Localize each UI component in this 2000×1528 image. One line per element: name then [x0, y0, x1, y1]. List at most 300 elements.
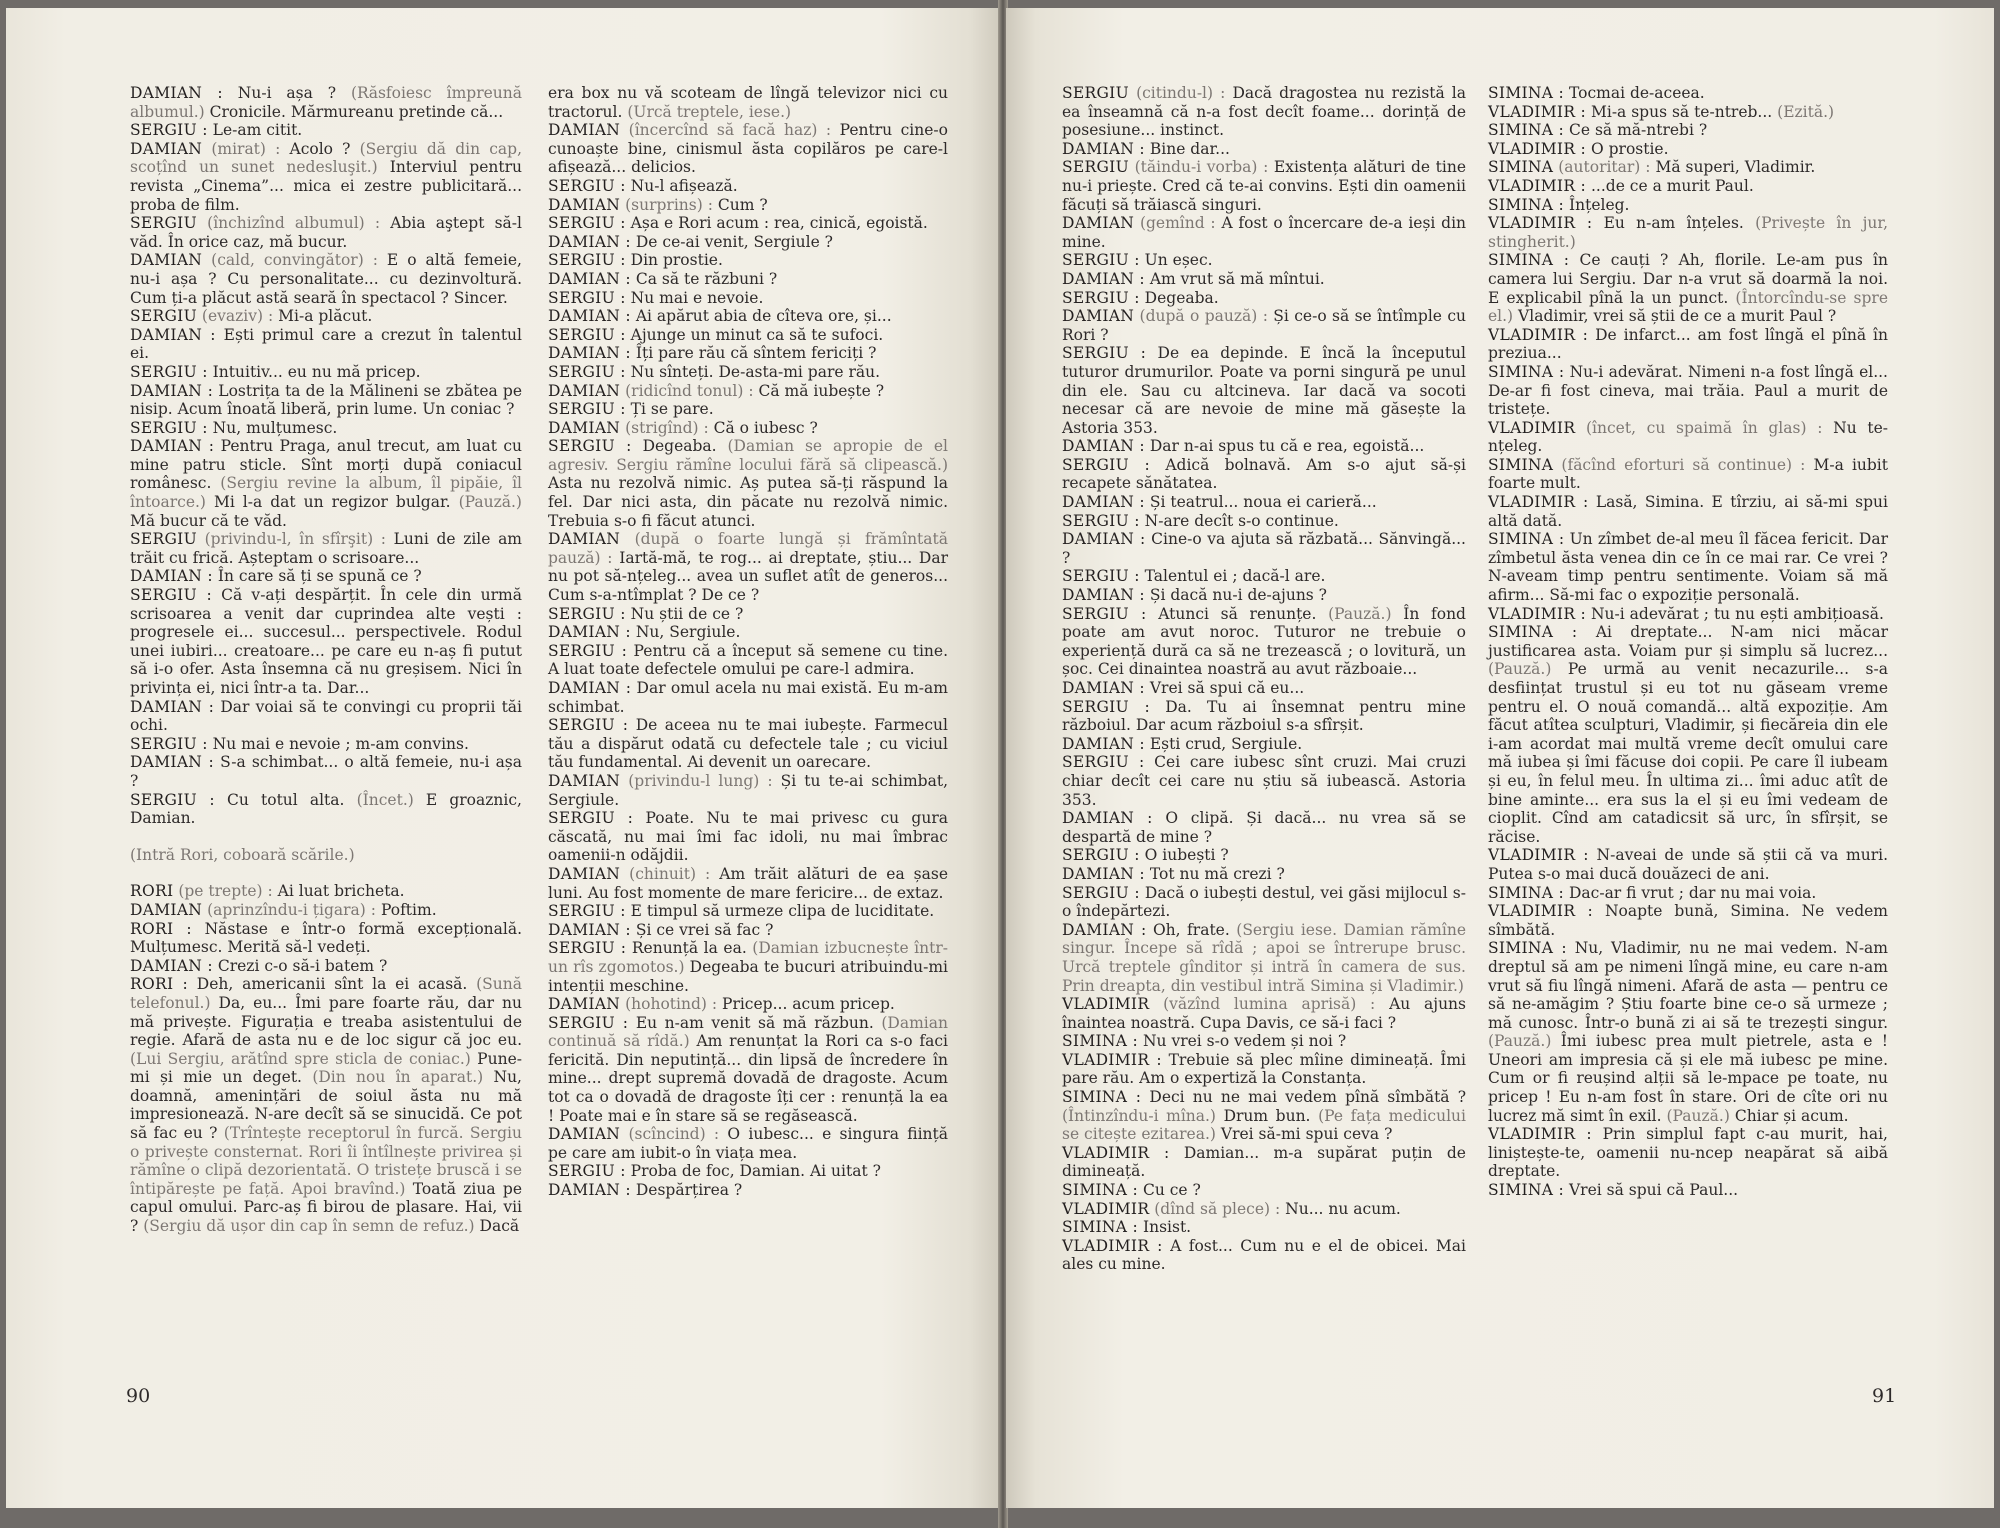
dialogue-text: era box nu vă scoteam de lîngă televizor nici cu tractorul.	[548, 84, 948, 121]
dialogue-text: A fost... Cum nu e el de obicei. Mai ales cu mine.	[1062, 1236, 1466, 1274]
dialogue-line	[130, 882, 522, 901]
dialogue-line	[1062, 753, 1466, 809]
speaker-name: SERGIU :	[1062, 697, 1150, 716]
stage-direction: (Pauză.)	[1666, 1106, 1730, 1125]
stage-direction: (strigînd) :	[625, 418, 709, 437]
dialogue-line	[130, 901, 522, 920]
dialogue-line	[1062, 921, 1466, 995]
speaker-name: DAMIAN	[130, 139, 203, 158]
stage-direction: (Încet.)	[356, 790, 414, 809]
speaker-name: SERGIU :	[548, 214, 626, 233]
speaker-name: DAMIAN :	[548, 232, 631, 251]
stage-direction: (Privește în jur, stingherit.)	[1488, 214, 1888, 251]
dialogue-line	[1488, 1125, 1888, 1181]
dialogue-text: Prin simplul fapt c-au murit, hai, liniștește-te, oamenii nu-ncep neapărat să aibă dreptate.	[1488, 1125, 1888, 1181]
dialogue-line	[1062, 1032, 1466, 1051]
stage-direction: (tăindu-i vorba) :	[1134, 158, 1269, 177]
dialogue-text: Luni de zile am trăit cu frică. Așteptam o scrisoare...	[130, 530, 523, 567]
dialogue-line	[130, 84, 522, 121]
speaker-name: VLADIMIR :	[1488, 176, 1587, 195]
dialogue-line	[548, 326, 948, 345]
dialogue-text: Cronicile. Mărmureanu pretinde că...	[209, 102, 504, 121]
speaker-name: SERGIU :	[548, 809, 634, 828]
dialogue-text: Mă bucur că te văd.	[130, 511, 287, 530]
dialogue-line	[1062, 344, 1466, 437]
speaker-name: DAMIAN	[548, 864, 621, 883]
dialogue-text: Cei care iubesc sînt cruzi. Mai cruzi chiar decît cei care nu știu să iubească. Astoria 353.	[1062, 753, 1466, 809]
stage-direction: (citindu-l) :	[1136, 84, 1226, 102]
speaker-name: SIMINA :	[1488, 251, 1570, 270]
dialogue-line	[1488, 939, 1888, 1125]
dialogue-text: O clipă. Și dacă... nu vrea să se despartă de mine ?	[1062, 809, 1466, 846]
dialogue-line	[1062, 456, 1466, 493]
dialogue-text: Ca să te răzbuni ?	[635, 269, 778, 288]
dialogue-line	[1488, 902, 1888, 939]
stage-direction: (Lui Sergiu, arătînd spre sticla de coniac.)	[130, 1049, 471, 1068]
speaker-name: DAMIAN :	[1062, 586, 1145, 605]
dialogue-line	[130, 121, 522, 140]
speaker-name: SERGIU :	[1062, 846, 1140, 865]
dialogue-line	[548, 270, 948, 289]
dialogue-text: Pricep... acum pricep.	[722, 995, 895, 1014]
dialogue-text: Pentru Praga, anul trecut, am luat cu mine patru sticle. Sînt morți după coniacul românesc.	[130, 437, 523, 493]
speaker-name: DAMIAN :	[130, 381, 214, 400]
dialogue-text: Nu sînteți. De-asta-mi pare rău.	[630, 362, 881, 381]
stage-direction: (scîncind) :	[628, 1125, 720, 1144]
dialogue-text: Nu mai e nevoie ; m-am convins.	[212, 734, 469, 753]
speaker-name: RORI :	[130, 919, 192, 938]
speaker-name: SIMINA :	[1062, 1088, 1142, 1107]
speaker-name: DAMIAN	[548, 771, 621, 790]
dialogue-text: Vladimir, vrei să știi de ce a murit Paul ?	[1518, 307, 1837, 326]
dialogue-text: Din prostie.	[630, 251, 723, 270]
dialogue-line	[548, 1181, 948, 1200]
dialogue-text: Ai dreptate... N-am nici măcar justificarea asta. Voiam pur și simplu să lucrez...	[1488, 623, 1888, 660]
dialogue-line	[1062, 493, 1466, 512]
dialogue-text: Înțeleg.	[1568, 195, 1630, 214]
dialogue-line	[548, 363, 948, 382]
stage-direction: (Sergiu dă ușor din cap în semn de refuz.)	[143, 1217, 475, 1236]
dialogue-text: Îți pare rău că sîntem fericiți ?	[635, 344, 877, 363]
speaker-name: SERGIU	[1062, 158, 1129, 177]
dialogue-line	[548, 1125, 948, 1162]
dialogue-line	[548, 344, 948, 363]
dialogue-line	[548, 716, 948, 772]
speaker-name: DAMIAN :	[1062, 809, 1153, 828]
speaker-name: DAMIAN :	[548, 679, 632, 697]
dialogue-text: Nu... nu acum.	[1285, 1199, 1401, 1218]
dialogue-line	[548, 642, 948, 679]
speaker-name: VLADIMIR	[1062, 1199, 1150, 1218]
dialogue-line	[548, 307, 948, 326]
dialogue-text: Nu, Sergiule.	[635, 623, 741, 642]
speaker-name: SERGIU :	[548, 362, 626, 381]
dialogue-line	[1488, 623, 1888, 846]
dialogue-text: Ce să mă-ntrebi ?	[1568, 121, 1708, 140]
speaker-name: SERGIU	[130, 307, 197, 326]
speaker-name: DAMIAN :	[548, 307, 631, 326]
dialogue-line	[1488, 493, 1888, 530]
dialogue-text: Am vrut să mă mîntui.	[1149, 269, 1325, 288]
dialogue-text: S-a schimbat... o altă femeie, nu-i așa ?	[130, 753, 523, 790]
stage-direction: (Intră Rori, coboară scările.)	[130, 845, 355, 864]
speaker-name: SERGIU :	[548, 400, 626, 419]
dialogue-line	[1488, 214, 1888, 251]
dialogue-text: Toată ziua pe capul omului. Parc-aș fi birou de plasare. Hai, vii ?	[130, 1179, 522, 1236]
dialogue-line	[548, 400, 948, 419]
dialogue-line	[548, 196, 948, 215]
dialogue-line	[1062, 1218, 1466, 1237]
dialogue-line	[1488, 456, 1888, 493]
speaker-name: SIMINA :	[1488, 84, 1565, 102]
dialogue-line	[1062, 586, 1466, 605]
dialogue-line	[1488, 251, 1888, 325]
speaker-name: DAMIAN :	[130, 437, 215, 456]
dialogue-line	[1488, 158, 1888, 177]
dialogue-text: Talentul ei ; dacă-l are.	[1144, 567, 1326, 586]
dialogue-text: A fost o încercare de-a ieși din mine.	[1062, 214, 1467, 251]
dialogue-text: Nu-l afișează.	[630, 176, 738, 195]
speaker-name: DAMIAN	[548, 530, 621, 549]
speaker-name: SERGIU :	[548, 939, 627, 958]
speaker-name: DAMIAN	[130, 900, 203, 919]
dialogue-text: Că o iubesc ?	[713, 418, 818, 437]
dialogue-line	[548, 251, 948, 270]
speaker-name: DAMIAN :	[1062, 530, 1146, 549]
dialogue-text: Existența alături de tine nu-i priește. Cred că te-ai convins. Ești din oamenii făcuți să trăiască singuri.	[1062, 158, 1466, 214]
dialogue-line	[130, 567, 522, 586]
dialogue-text: Cum ?	[717, 195, 768, 214]
stage-direction: (făcînd eforturi să continue) :	[1561, 455, 1806, 474]
speaker-name: VLADIMIR :	[1062, 1050, 1162, 1069]
page-number-right: 91	[1872, 1385, 1897, 1407]
stage-direction: (surprins) :	[625, 195, 713, 214]
dialogue-text: Adică bolnavă. Am s-o ajut să-și recapete sănătatea.	[1062, 455, 1466, 493]
dialogue-line	[1062, 214, 1466, 251]
dialogue-line	[130, 307, 522, 326]
stage-direction: (pe trepte) :	[178, 882, 273, 901]
stage-direction: (închizînd albumul) :	[207, 214, 381, 233]
speaker-name: DAMIAN :	[1062, 679, 1145, 697]
speaker-name: VLADIMIR :	[1488, 902, 1594, 921]
dialogue-line	[1488, 1181, 1888, 1200]
stage-direction: (Întorcîndu-se spre el.)	[1488, 288, 1888, 326]
dialogue-line	[1062, 567, 1466, 586]
dialogue-text: Dacă	[479, 1217, 520, 1236]
dialogue-text: Da, eu... Îmi pare foarte rău, dar nu mă privește. Figurația e treaba asistentului de regie. Afară de asta nu e de loc sigur că joc eu.	[130, 993, 522, 1050]
stage-direction: (Sergiu dă din cap, scoțînd un sunet nedesluşit.)	[130, 139, 522, 177]
dialogue-text: Nu, doamnă, amenințări de soiul ăsta nu mă impresionează. N-are decît să se sinucidă. Ce pot să fac eu ?	[130, 1068, 522, 1143]
speaker-name: DAMIAN :	[548, 623, 631, 642]
dialogue-line	[130, 251, 522, 307]
speaker-name: DAMIAN	[1062, 307, 1135, 326]
stage-direction: (Pauză.)	[1488, 1032, 1552, 1051]
text-column-1	[130, 84, 522, 1236]
speaker-name: DAMIAN :	[1062, 493, 1145, 512]
speaker-name: DAMIAN	[548, 418, 621, 437]
dialogue-text: Deh, americanii sînt la ei acasă.	[196, 975, 468, 994]
stage-direction: (Damian izbucnește într-un rîs zgomotos.)	[548, 939, 948, 976]
stage-direction: (chinuit) :	[629, 864, 711, 883]
speaker-name: SIMINA :	[1488, 530, 1565, 549]
dialogue-line	[130, 957, 522, 976]
dialogue-text: Degeaba.	[642, 437, 717, 456]
speaker-name: SERGIU :	[548, 251, 626, 270]
dialogue-line	[1062, 437, 1466, 456]
dialogue-text: De ce-ai venit, Sergiule ?	[635, 232, 833, 251]
stage-direction: (Pauză.)	[1328, 604, 1392, 623]
dialogue-text: E timpul să urmeze clipa de luciditate.	[630, 902, 935, 921]
dialogue-text: Damian... m-a supărat puțin de dimineață.	[1062, 1143, 1466, 1181]
dialogue-text: Eu n-am înțeles.	[1603, 214, 1744, 233]
dialogue-line	[548, 772, 948, 809]
dialogue-line	[1062, 698, 1466, 735]
dialogue-line	[548, 121, 948, 177]
dialogue-line	[1062, 884, 1466, 921]
dialogue-line	[1488, 419, 1888, 456]
dialogue-text: Drum bun.	[1223, 1106, 1311, 1125]
dialogue-text: Vrei să spui că Paul...	[1568, 1181, 1739, 1200]
stage-direction: (cald, convingător) :	[211, 251, 378, 270]
dialogue-line	[548, 1162, 948, 1181]
speaker-name: DAMIAN	[548, 121, 621, 140]
dialogue-text: Mi-a plăcut.	[278, 307, 373, 326]
dialogue-text: Vrei să-mi spui ceva ?	[1220, 1125, 1393, 1144]
dialogue-text: Un zîmbet de-al meu îl făcea fericit. Dar zîmbetul ăsta venea din ce în ce mai rar. Ce vrei ? N-aveam timp pentru sentimente. Voiam să mă afirm... Să-mi fac o expoziție personală.	[1488, 530, 1888, 605]
dialogue-text: Că v-ați despărțit. În cele din urmă scrisoarea a venit dar cuprindea alte vești : progresele ei... succesul... perspectivele. Rodul unei iubiri... creatoare... pe care eu n-aș fi putut să i-o ofer. Asta însemna că nu greșisem. Nici în privința ei, nici într-a ta. Dar...	[130, 586, 522, 697]
dialogue-line	[1488, 326, 1888, 363]
speaker-name: SIMINA :	[1488, 883, 1565, 902]
dialogue-line	[1488, 196, 1888, 215]
dialogue-line	[1062, 846, 1466, 865]
speaker-name: SERGIU :	[130, 121, 208, 140]
dialogue-line	[548, 84, 948, 121]
dialogue-text: Nu mai e nevoie.	[630, 288, 764, 307]
speaker-name: VLADIMIR :	[1488, 1125, 1592, 1144]
dialogue-text: Dacă dragostea nu rezistă la ea înseamnă că n-a fost decît foame... dorință de posesiune... instinct.	[1062, 84, 1467, 140]
speaker-name: SERGIU :	[130, 418, 208, 437]
speaker-name: DAMIAN :	[548, 1181, 631, 1200]
speaker-name: SERGIU :	[548, 902, 626, 921]
speaker-name: SIMINA :	[1062, 1181, 1139, 1200]
dialogue-text: Nu-i adevărat ; tu nu ești ambițioasă.	[1590, 604, 1884, 623]
speaker-name: DAMIAN :	[1062, 437, 1145, 456]
stage-direction: (dînd să plece) :	[1154, 1199, 1281, 1218]
dialogue-text: Ești primul care a crezut în talentul ei.	[130, 325, 522, 363]
dialogue-text: Eu n-am venit să mă răzbun.	[635, 1013, 874, 1032]
dialogue-text: O iubesc... e singura ființă pe care am iubit-o în viața mea.	[548, 1125, 948, 1162]
dialogue-line	[548, 289, 948, 308]
dialogue-line	[130, 975, 522, 1235]
speaker-name: VLADIMIR :	[1062, 1143, 1170, 1162]
dialogue-line	[1062, 251, 1466, 270]
dialogue-text: Dar omul acela nu mai există. Eu m-am schimbat.	[548, 679, 948, 716]
speaker-name: DAMIAN	[548, 195, 621, 214]
dialogue-text: Și teatrul... noua ei carieră...	[1149, 493, 1377, 512]
dialogue-text: Degeaba te bucuri atribuindu-mi intenții meschine.	[548, 957, 948, 995]
speaker-name: SERGIU :	[1062, 455, 1151, 474]
dialogue-line	[548, 623, 948, 642]
dialogue-text: Abia aştept să-l văd. În orice caz, mă bucur.	[130, 214, 522, 251]
dialogue-line	[1488, 103, 1888, 122]
dialogue-text: Nu-i adevărat. Nimeni n-a fost lîngă el... De-ar fi fost cineva, mai trăia. Paul a murit de tristețe.	[1488, 362, 1888, 419]
speaker-name: RORI :	[130, 975, 188, 994]
dialogue-line	[1062, 270, 1466, 289]
speaker-name: SIMINA :	[1488, 623, 1578, 642]
stage-direction: (Damian continuă să rîdă.)	[548, 1013, 948, 1051]
dialogue-text: M-a iubit foarte mult.	[1488, 455, 1888, 493]
speaker-name: SIMINA :	[1062, 1032, 1139, 1051]
dialogue-line	[548, 939, 948, 995]
dialogue-text: Nu-i așa ?	[237, 84, 337, 102]
dialogue-text: Nu te-nțeleg.	[1488, 418, 1888, 456]
stage-direction: (Sună telefonul.)	[130, 975, 522, 1012]
speaker-name: VLADIMIR :	[1488, 214, 1593, 233]
speaker-name: VLADIMIR	[1488, 418, 1576, 437]
dialogue-line	[548, 865, 948, 902]
dialogue-text: Că mă iubește ?	[758, 381, 885, 400]
dialogue-text: Renunță la ea.	[631, 939, 747, 958]
dialogue-line	[548, 382, 948, 401]
dialogue-text: N-are decît s-o continue.	[1144, 511, 1339, 530]
dialogue-text: Și ce vrei să fac ?	[635, 920, 774, 939]
dialogue-line	[1488, 177, 1888, 196]
dialogue-line	[130, 735, 522, 754]
dialogue-text: Crezi c-o să-i batem ?	[217, 956, 388, 975]
dialogue-text: Ai apărut abia de cîteva ore, și...	[635, 307, 892, 326]
speaker-name: DAMIAN :	[1062, 139, 1145, 158]
dialogue-line	[548, 437, 948, 530]
speaker-name: SERGIU :	[548, 288, 626, 307]
speaker-name: SERGIU :	[1062, 344, 1147, 363]
dialogue-text: Nu, Vladimir, nu ne mai vedem. N-am dreptul să am pe nimeni lîngă mine, eu care n-am vrut să fiu lîngă nimeni. Afară de asta — pentru ce să ne-amăgim ? Știu foarte bine ce-o să urmeze ; mă cunosc. Într-o bună zi ai să te trezești singur.	[1488, 939, 1888, 1032]
dialogue-text: Mi l-a dat un regizor bulgar.	[213, 493, 451, 512]
dialogue-line	[548, 530, 948, 604]
dialogue-line	[130, 140, 522, 214]
dialogue-text: Proba de foc, Damian. Ai uitat ?	[630, 1162, 881, 1181]
page-number-left: 90	[126, 1385, 151, 1407]
speaker-name: DAMIAN :	[130, 753, 215, 772]
speaker-name: SIMINA :	[1488, 1181, 1565, 1200]
speaker-name: DAMIAN :	[1062, 864, 1145, 883]
stage-direction: (privindu-l lung) :	[628, 771, 773, 790]
speaker-name: SERGIU :	[1062, 288, 1140, 307]
speaker-name: VLADIMIR :	[1488, 139, 1587, 158]
dialogue-line	[548, 419, 948, 438]
dialogue-line	[1062, 995, 1466, 1032]
stage-direction: (Răsfoiesc împreună albumul.)	[130, 84, 522, 121]
speaker-name: DAMIAN :	[1062, 269, 1145, 288]
dialogue-text: Mă superi, Vladimir.	[1655, 158, 1816, 177]
dialogue-line	[548, 679, 948, 716]
speaker-name: SERGIU :	[548, 176, 626, 195]
dialogue-line	[1062, 289, 1466, 308]
dialogue-text: Pune-mi și mie un deget.	[130, 1049, 522, 1087]
speaker-name: SIMINA :	[1488, 939, 1567, 958]
stage-direction: (după o pauză) :	[1139, 307, 1268, 326]
dialogue-line	[1062, 307, 1466, 344]
dialogue-text: E groaznic, Damian.	[130, 790, 522, 828]
dialogue-line	[130, 846, 522, 865]
dialogue-text: Poftim.	[380, 900, 437, 919]
dialogue-text: Poate. Nu te mai privesc cu gura căscată, nu mai îmi fac idoli, nu mai îmbrac oamenii-n odăjdii.	[548, 809, 948, 865]
text-column-4	[1488, 84, 1888, 1200]
dialogue-text: Pe urmă au venit necazurile... s-a desființat trustul și eu tot nu găseam vreme pentru el. O nouă comandă... altă expoziție. Am făcut atîtea sculpturi, Vladimir, și fiecăreia din ele i-am acordat mai multă vreme decît omului care mă iubea și îmi făcuse doi copii. Pe care îl iubeam și eu, în felul meu. În ultima zi... îmi aduc atît de bine aminte... era sus la el și eu îmi vedeam de cioplit. Cînd am catadicsit să urc, în sfîrșit, se răcise.	[1488, 660, 1888, 846]
dialogue-text: Am trăit alături de ea șase luni. Au fost momente de mare fericire... de extaz.	[548, 864, 948, 902]
speaker-name: DAMIAN	[1062, 214, 1135, 233]
dialogue-text: Așa e Rori acum : rea, cinică, egoistă.	[630, 214, 928, 233]
dialogue-line	[548, 921, 948, 940]
stage-direction: (încercînd să facă haz) :	[628, 121, 832, 140]
dialogue-line	[1062, 1088, 1466, 1144]
dialogue-text: Ajunge un minut ca să te sufoci.	[630, 325, 884, 344]
dialogue-text: Și ce-o să se întîmple cu Rori ?	[1062, 307, 1466, 344]
stage-direction: (Pauză.)	[1488, 660, 1552, 679]
speaker-name: DAMIAN :	[548, 269, 631, 288]
dialogue-line	[1488, 846, 1888, 883]
dialogue-text: Cu ce ?	[1142, 1181, 1201, 1200]
dialogue-text: Interviul pentru revista „Cinema”... mica ei zestre publicitară... proba de film.	[130, 158, 522, 214]
dialogue-text: Degeaba.	[1144, 288, 1219, 307]
speaker-name: SERGIU :	[548, 325, 626, 344]
speaker-name: DAMIAN :	[130, 567, 213, 586]
dialogue-line	[1062, 512, 1466, 531]
stage-direction: (Damian se apropie de el agresiv. Sergiu rămîne locului fără să clipească.)	[548, 437, 948, 474]
dialogue-line	[1488, 605, 1888, 624]
dialogue-text: Despărțirea ?	[635, 1181, 743, 1200]
dialogue-line	[1062, 84, 1466, 140]
dialogue-line	[130, 698, 522, 735]
dialogue-line	[548, 809, 948, 865]
dialogue-text: Lasă, Simina. E tîrziu, ai să-mi spui altă dată.	[1488, 493, 1888, 530]
dialogue-line	[548, 605, 948, 624]
speaker-name: DAMIAN :	[548, 344, 631, 363]
dialogue-text: Și tu te-ai schimbat, Sergiule.	[548, 771, 948, 809]
stage-direction: (Sergiu revine la album, îl pipăie, îl întoarce.)	[130, 474, 522, 512]
speaker-name: VLADIMIR	[1062, 995, 1150, 1014]
stage-direction: (hohotind) :	[625, 995, 718, 1014]
dialogue-text: Ți se pare.	[630, 400, 714, 419]
dialogue-line	[1062, 605, 1466, 679]
dialogue-line	[130, 753, 522, 790]
stage-direction: (Sergiu iese. Damian rămîne singur. Începe să rîdă ; apoi se întrerupe brusc. Urcă treptele gînditor și intră în camera de sus. Prin dreapta, din vestibul intră Simina și Vladimir.)	[1062, 920, 1466, 995]
speaker-name: SERGIU :	[130, 790, 215, 809]
dialogue-text: Deci nu ne mai vedem pînă sîmbătă ?	[1149, 1088, 1466, 1107]
dialogue-line	[130, 437, 522, 530]
dialogue-text: Dacă o iubești destul, vei găsi mijlocul s-o îndepărtezi.	[1062, 883, 1466, 921]
speaker-name: DAMIAN :	[130, 956, 213, 975]
dialogue-text: Le-am citit.	[212, 121, 303, 140]
dialogue-text: Atunci să renunțe.	[1158, 604, 1317, 623]
speaker-name: SERGIU :	[130, 734, 208, 753]
dialogue-line	[130, 363, 522, 382]
dialogue-text: Ce cauți ? Ah, florile. Le-am pus în camera lui Sergiu. Dar n-a vrut să doarmă la noi. E explicabil pînă la un punct.	[1488, 251, 1888, 307]
text-column-3	[1062, 84, 1466, 1274]
dialogue-text: Îmi iubesc prea mult pietrele, asta e ! Uneori am impresia că și ele mă iubesc pe mine. Cum or fi reușind alții să le-mpace pe toate, nu pricep ! Eu n-am fost în stare. Ori de cîte ori nu lucrez mă simt în exil.	[1488, 1032, 1888, 1125]
dialogue-line	[1062, 530, 1466, 567]
dialogue-line	[1488, 530, 1888, 604]
dialogue-line	[130, 326, 522, 363]
dialogue-line	[130, 214, 522, 251]
dialogue-text: Un eșec.	[1144, 251, 1213, 270]
dialogue-line	[548, 177, 948, 196]
speaker-name: SIMINA	[1488, 158, 1554, 177]
dialogue-text: N-aveai de unde să știi că va muri. Putea s-o mai ducă douăzeci de ani.	[1488, 846, 1889, 883]
dialogue-text: Am renunțat la Rori ca s-o faci fericită. Din neputință... din lipsă de încredere în mine... drept supremă dovadă de dragoste. Acum tot ca o dovadă de dragoste îți cer : renunță la ea ! Poate mai e în stare să se regăsească.	[548, 1032, 948, 1125]
speaker-name: RORI	[130, 882, 174, 901]
speaker-name: DAMIAN :	[1062, 920, 1147, 939]
dialogue-text: Asta nu rezolvă nimic. Aș putea să-ți răspund la fel. Dar nici asta, din păcate nu rezolvă nimic. Trebuia s-o fi făcut atunci.	[548, 474, 948, 530]
